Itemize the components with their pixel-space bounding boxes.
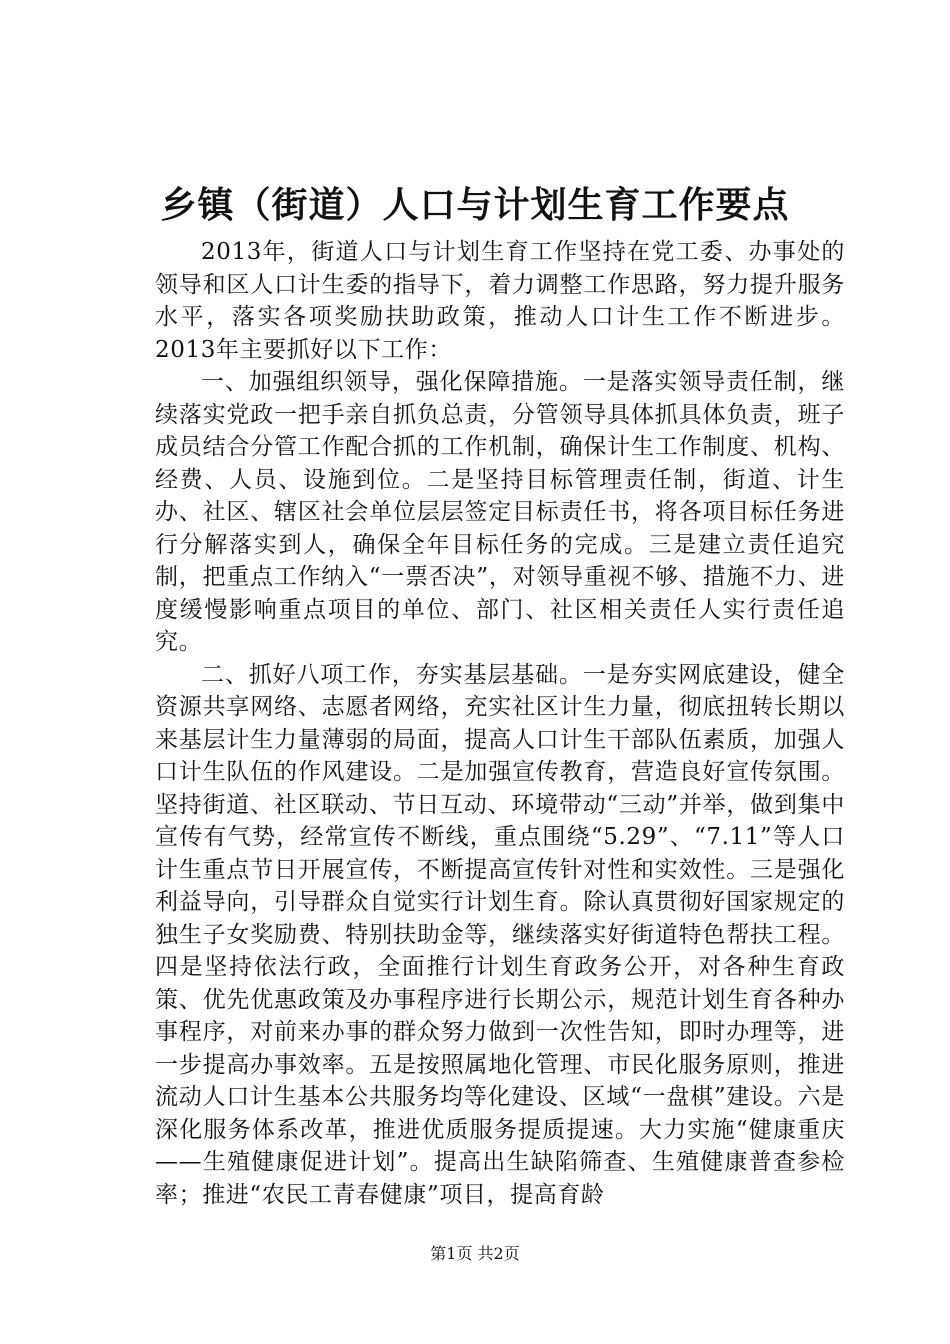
- document-body: [155, 236, 845, 1211]
- document-title: 乡镇（街道）人口与计划生育工作要点: [160, 185, 790, 226]
- paragraph-intro: 2013年，街道人口与计划生育工作坚持在党工委、办事处的领导和区人口计生委的指导下，着力调整工作思路，努力提升服务水平，落实各项奖励扶助政策，推动人口计生工作不断进步。2013年主要抓好以下工作：: [155, 239, 845, 363]
- paragraph-section-2: 二、抓好八项工作，夯实基层基础。一是夯实网底建设，健全资源共享网络、志愿者网络，充实社区计生力量，彻底扭转长期以来基层计生力量薄弱的局面，提高人口计生干部队伍素质，加强人口计生队伍的作风建设。二是加强宣传教育，营造良好宣传氛围。坚持街道、社区联动、节日互动、环境带动“三动”并举，做到集中宣传有气势，经常宣传不断线，重点围绕“5.29”、“7.11”等人口计生重点节日开展宣传，不断提高宣传针对性和实效性。三是强化利益导向，引导群众自觉实行计划生育。除认真贯彻好国家规定的独生子女奖励费、特别扶助金等，继续落实好街道特色帮扶工程。四是坚持依法行政，全面推行计划生育政务公开，对各种生育政策、优先优惠政策及办事程序进行长期公示，规范计划生育各种办事程序，对前来办事的群众努力做到一次性告知，即时办理等，进一步提高办事效率。五是按照属地化管理、市民化服务原则，推进流动人口计生基本公共服务均等化建设、区域“一盘棋”建设。六是深化服务体系改革，推进优质服务提质提速。大力实施“健康重庆——生殖健康促进计划”。提高出生缺陷筛查、生殖健康普查参检率；推进“农民工青春健康”项目，提高育龄: [155, 661, 845, 1208]
- paragraph-section-1: 一、加强组织领导，强化保障措施。一是落实领导责任制，继续落实党政一把手亲自抓负总责，分管领导具体抓具体负责，班子成员结合分管工作配合抓的工作机制，确保计生工作制度、机构、经费、人员、设施到位。二是坚持目标管理责任制，街道、计生办、社区、辖区社会单位层层签定目标责任书，将各项目标任务进行分解落实到人，确保全年目标任务的完成。三是建立责任追究制，把重点工作纳入“一票否决”，对领导重视不够、措施不力、进度缓慢影响重点项目的单位、部门、社区相关责任人实行责任追究。: [155, 369, 845, 655]
- page-number-footer: 第1页 共2页: [430, 1244, 520, 1263]
